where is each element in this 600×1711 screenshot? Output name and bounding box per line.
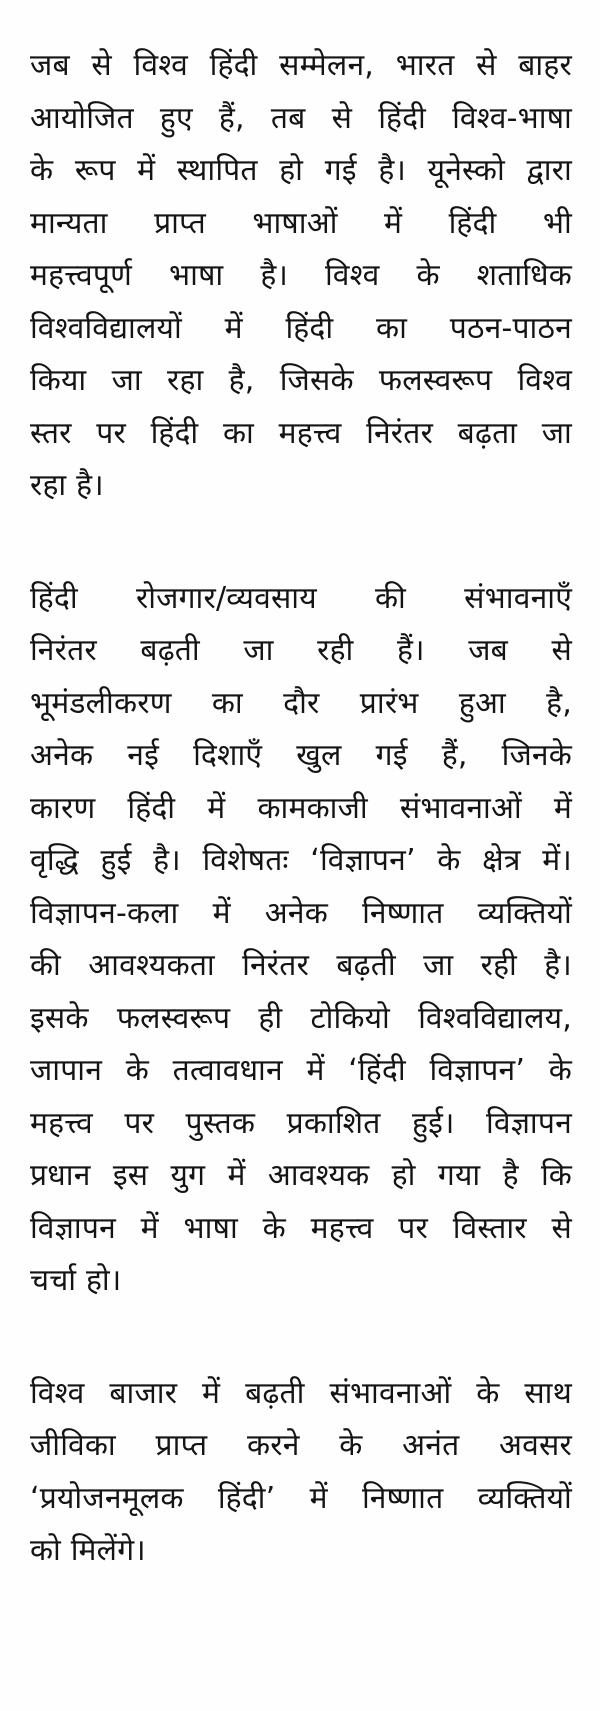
- text-line: अनेक नई दिशाएँ खुल गई हैं, जिनके: [30, 738, 572, 773]
- text-line: कारण हिंदी में कामकाजी संभावनाओं में: [30, 790, 572, 826]
- text-line: विज्ञापन-कला में अनेक निष्णात व्यक्तियों: [30, 895, 572, 931]
- text-line: महत्त्व पर पुस्तक प्रकाशित हुई। विज्ञापन: [30, 1105, 572, 1141]
- text-line: जापान के तत्वावधान में ‘हिंदी विज्ञापन’ के: [30, 1053, 572, 1088]
- text-line: चर्चा हो।: [30, 1263, 122, 1298]
- text-line: की आवश्यकता निरंतर बढ़ती जा रही है।: [30, 948, 572, 983]
- text-line: विज्ञापन में भाषा के महत्त्व पर विस्तार से: [30, 1210, 572, 1246]
- text-line: भूमंडलीकरण का दौर प्रारंभ हुआ है,: [30, 685, 572, 721]
- text-line: जीविका प्राप्त करने के अनंत अवसर: [30, 1428, 572, 1463]
- text-line: वृद्धि हुई है। विशेषतः ‘विज्ञापन’ के क्षेत्र में।: [30, 843, 572, 878]
- text-line: स्तर पर हिंदी का महत्त्व निरंतर बढ़ता जा: [30, 415, 572, 451]
- text-line: को मिलेंगे।: [30, 1533, 146, 1568]
- text-line: के रूप में स्थापित हो गई है। यूनेस्को द्वारा: [30, 153, 572, 188]
- text-line: महत्त्वपूर्ण भाषा है। विश्व के शताधिक: [30, 258, 572, 293]
- text-line: हिंदी रोजगार/व्यवसाय की संभावनाएँ: [30, 580, 572, 616]
- text-line: ‘प्रयोजनमूलक हिंदी’ में निष्णात व्यक्तियों: [30, 1480, 572, 1516]
- text-line: विश्वविद्यालयों में हिंदी का पठन-पाठन: [30, 310, 572, 346]
- text-line: रहा है।: [30, 468, 104, 503]
- paragraph-spacer: [30, 1308, 572, 1368]
- text-line: प्रधान इस युग में आवश्यक हो गया है कि: [30, 1158, 572, 1193]
- text-line: जब से विश्व हिंदी सम्मेलन, भारत से बाहर: [30, 48, 572, 83]
- paragraph-2: [30, 573, 572, 1308]
- paragraph-3: [30, 1368, 572, 1578]
- text-line: निरंतर बढ़ती जा रही हैं। जब से: [30, 633, 572, 668]
- text-line: इसके फलस्वरूप ही टोकियो विश्वविद्यालय,: [30, 1000, 572, 1036]
- text-line: मान्यता प्राप्त भाषाओं में हिंदी भी: [30, 205, 572, 241]
- text-line: आयोजित हुए हैं, तब से हिंदी विश्व-भाषा: [30, 100, 572, 136]
- text-line: किया जा रहा है, जिसके फलस्वरूप विश्व: [30, 363, 572, 398]
- paragraph-1: [30, 40, 572, 513]
- paragraph-spacer: [30, 513, 572, 573]
- text-line: विश्व बाजार में बढ़ती संभावनाओं के साथ: [30, 1375, 572, 1411]
